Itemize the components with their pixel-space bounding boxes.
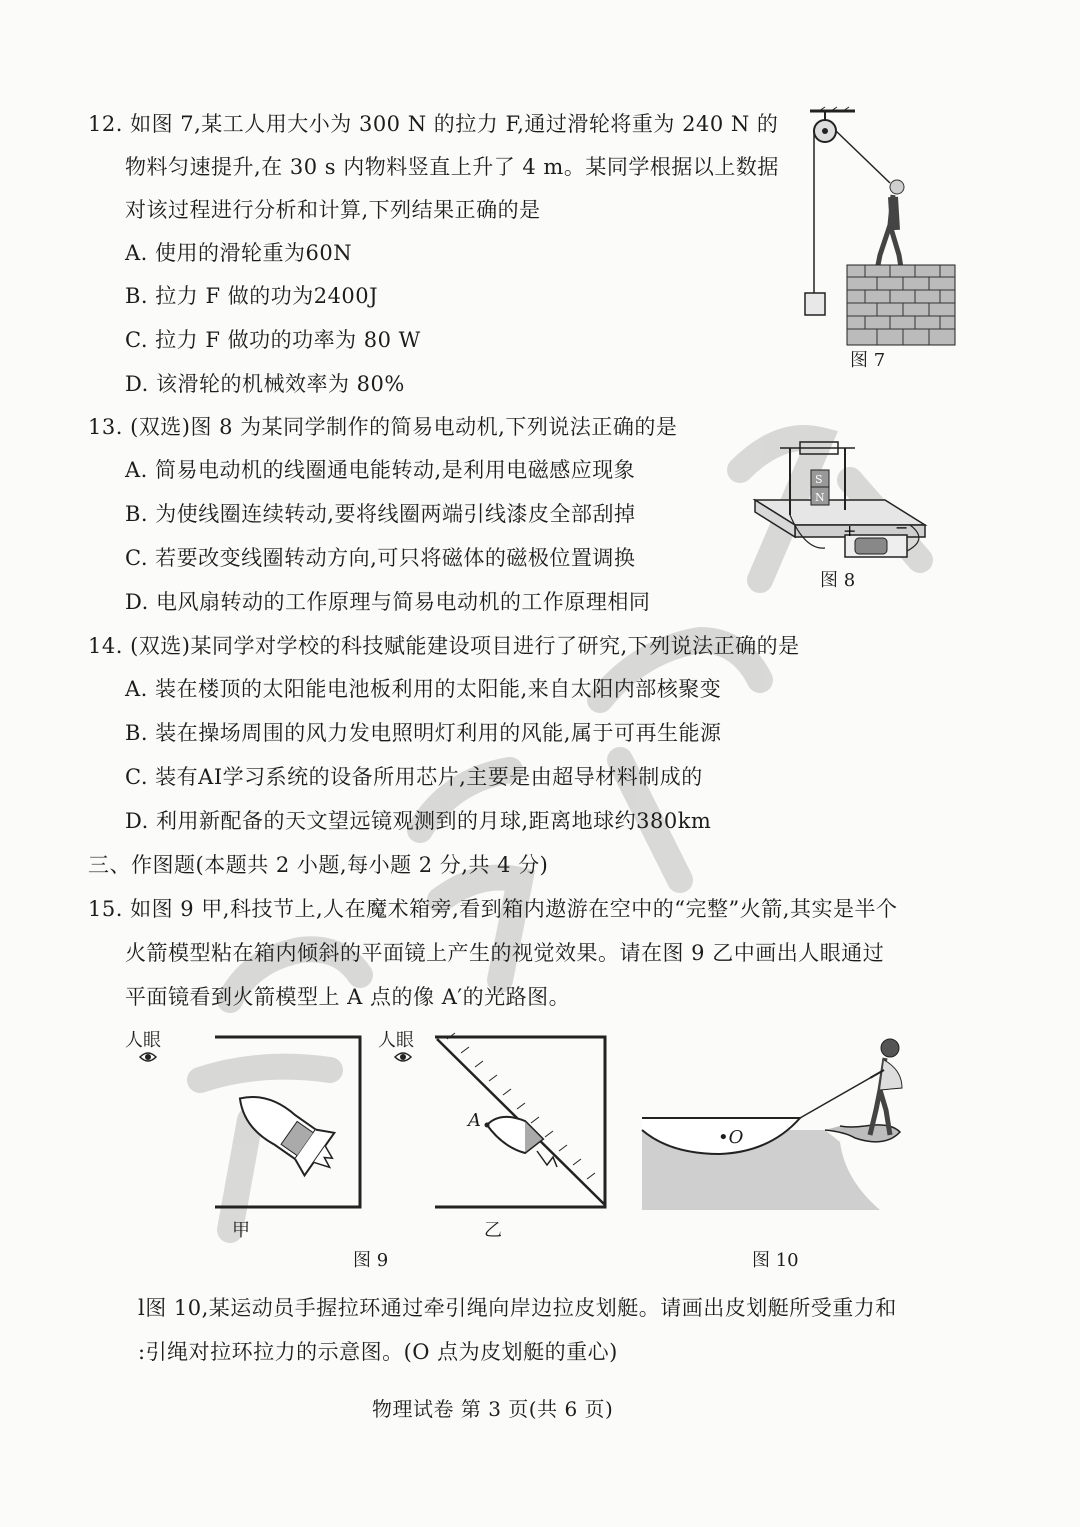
battery-minus-label: −: [895, 518, 909, 537]
q16-stem-line-1: l图 10,某运动员手握拉环通过牵引绳向岸边拉皮划艇。请画出皮划艇所受重力和: [138, 1296, 897, 1320]
q13-option-a: A. 简易电动机的线圈通电能转动,是利用电磁感应现象: [125, 458, 636, 482]
q13-option-c: C. 若要改变线圈转动方向,可只将磁体的磁极位置调换: [125, 546, 636, 570]
battery-plus-label: +: [843, 521, 857, 540]
figure-9-caption: 图 9: [353, 1250, 389, 1271]
figure-9-jia-label: 甲: [232, 1220, 250, 1241]
q15-stem-line-2: 火箭模型粘在箱内倾斜的平面镜上产生的视觉效果。请在图 9 乙中画出人眼通过: [125, 941, 885, 965]
figure-7-pulley-worker: [795, 105, 965, 350]
point-a-label: A: [468, 1110, 481, 1131]
figure-9-jia-eye-label: 人眼: [125, 1030, 161, 1051]
q14-option-a: A. 装在楼顶的太阳能电池板利用的太阳能,来自太阳内部核聚变: [125, 677, 722, 701]
q12-option-d: D. 该滑轮的机械效率为 80%: [125, 372, 405, 396]
q12-option-b: B. 拉力 F 做的功为2400J: [125, 284, 379, 308]
rocket-icon: [225, 1077, 347, 1184]
q15-stem-line-3: 平面镜看到火箭模型上 A 点的像 A′的光路图。: [125, 985, 571, 1009]
page-footer: 物理试卷 第 3 页(共 6 页): [372, 1397, 614, 1421]
magnet-s-label: S: [815, 473, 823, 486]
q13-option-b: B. 为使线圈连续转动,要将线圈两端引线漆皮全部刮掉: [125, 502, 636, 526]
q14-option-c: C. 装有AI学习系统的设备所用芯片,主要是由超导材料制成的: [125, 765, 703, 789]
q14-option-b: B. 装在操场周围的风力发电照明灯利用的风能,属于可再生能源: [125, 721, 722, 745]
q12-stem-line-1: 12. 如图 7,某工人用大小为 300 N 的拉力 F,通过滑轮将重为 240 N 的: [88, 112, 779, 136]
figure-10-kayak-pull: [640, 1030, 930, 1215]
figure-8-electric-motor: [745, 430, 940, 575]
figure-9-yi-mirror-box: [375, 1025, 620, 1225]
q12-option-c: C. 拉力 F 做功的功率为 80 W: [125, 328, 421, 352]
half-rocket-icon: [487, 1117, 557, 1167]
q13-option-d: D. 电风扇转动的工作原理与简易电动机的工作原理相同: [125, 590, 651, 614]
q14-option-d: D. 利用新配备的天文望远镜观测到的月球,距离地球约380km: [125, 809, 712, 833]
figure-9-yi-eye-label: 人眼: [378, 1030, 414, 1051]
magnet-n-label: N: [815, 491, 825, 504]
q15-stem-line-1: 15. 如图 9 甲,科技节上,人在魔术箱旁,看到箱内遨游在空中的“完整”火箭,其实是半个: [88, 897, 898, 921]
figure-8-caption: 图 8: [820, 570, 856, 591]
q12-option-a: A. 使用的滑轮重为60N: [125, 241, 353, 265]
q12-stem-line-3: 对该过程进行分析和计算,下列结果正确的是: [125, 198, 541, 222]
figure-9-jia-magic-box: [120, 1025, 370, 1225]
q14-stem: 14. (双选)某同学对学校的科技赋能建设项目进行了研究,下列说法正确的是: [88, 634, 800, 658]
figure-9-yi-label: 乙: [484, 1220, 502, 1241]
q16-stem-line-2: :引绳对拉环拉力的示意图。(O 点为皮划艇的重心): [138, 1340, 618, 1364]
figure-7-caption: 图 7: [850, 350, 886, 371]
point-o-label: •O: [718, 1127, 744, 1148]
section-3-heading: 三、作图题(本题共 2 小题,每小题 2 分,共 4 分): [88, 853, 549, 877]
figure-10-caption: 图 10: [752, 1250, 799, 1271]
q12-stem-line-2: 物料匀速提升,在 30 s 内物料竖直上升了 4 m。某同学根据以上数据: [125, 155, 779, 179]
q13-stem: 13. (双选)图 8 为某同学制作的简易电动机,下列说法正确的是: [88, 415, 678, 439]
